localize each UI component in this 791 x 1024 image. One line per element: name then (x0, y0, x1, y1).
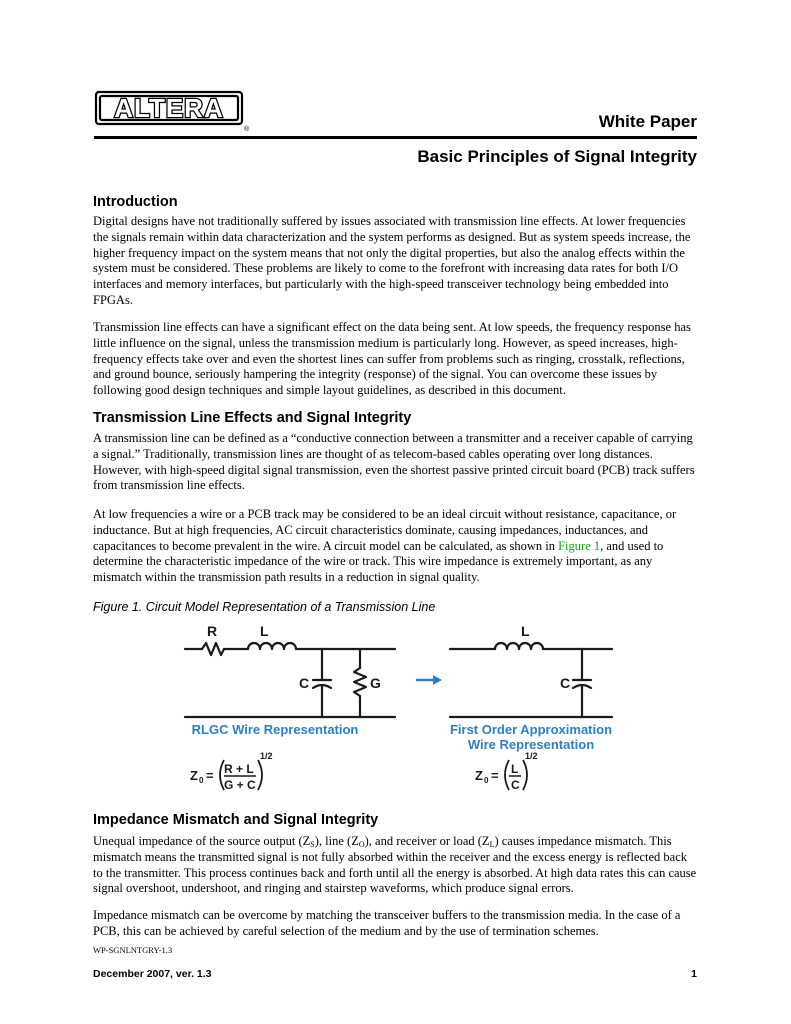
label-g: G (370, 675, 381, 691)
eq2-equals: = (491, 768, 499, 783)
page-title: Basic Principles of Signal Integrity (417, 147, 697, 166)
figure-caption: Figure 1. Circuit Model Representation of a Transmission Line (93, 600, 436, 614)
heading-transmission-line: Transmission Line Effects and Signal Integrity (93, 410, 412, 426)
eq2-exponent: 1/2 (525, 751, 538, 761)
left-model-title: RLGC Wire Representation (191, 722, 359, 737)
tl-p2-text-a: At low frequencies a wire or a PCB track may be considered to be an ideal circuit without resistance, capacitance, or inductance. But at high frequencies, AC circuit characteristics dominate, causing impedances, inductances, and capacitances to become prevalent in the wire. A circuit model can be calculated, as shown in (93, 507, 677, 553)
heading-impedance-mismatch: Impedance Mismatch and Signal Integrity (93, 812, 379, 828)
imp-sub-l: L (489, 840, 495, 849)
impedance-paragraph-2: Impedance mismatch can be overcome by matching the transceiver buffers to the transmission media. In the case of a PCB, this can be achieved by careful selection of the medium and by the use of termination schemes. (93, 908, 681, 938)
eq1-equals: = (206, 768, 214, 783)
eq2-denominator: C (511, 778, 520, 792)
intro-paragraph-2: Transmission line effects can have a significant effect on the data being sent. At low speeds, the frequency response has little influence on the signal, unless the transmission medium is particularly long. However, as speed increases, high-frequency effects take over and even the shortest lines can suffer from problems such as ringing, crosstalk, reflections, and ground bounce, seriously hampering the integrity (response) of the signal. You can overcome these issues by following good design techniques and simple layout guidelines, as described in this document. (93, 320, 691, 398)
header-rule (94, 136, 697, 139)
eq2-z-sub: 0 (484, 776, 489, 785)
logo-wordmark: ALTERA (114, 93, 224, 123)
inductor-symbol-1 (248, 643, 296, 649)
resistor-symbol (202, 643, 224, 655)
figure-1-link[interactable]: Figure 1 (558, 538, 601, 553)
eq1-numerator: R + L (224, 762, 254, 776)
imp-p1-d: ) causes impedance mismatch. This mismatch means the transmitted signal is not fully absorbed within the receiver and the excess energy is reflected back to the transmitter. This process continues back and forth until all the energy is absorbed. At high data rates this can cause signal overshoot, undershoot, and ringing and stairstep waveforms, which produce signal errors. (93, 834, 697, 896)
tl-p2-text-b: , and used to determine the characteristic impedance of the wire or track. This wire impedance is extremely important, as any mismatch within the transmission path results in a reduction in signal quality. (93, 538, 664, 585)
tl-paragraph-1: A transmission line can be defined as a “conductive connection between a transmitter and a receiver capable of carrying a signal.” Traditionally, transmission lines are thought of as telecom-based cables operating over long distances. However, with high-speed digital signal transmission, even the shortest passive printed circuit board (PCB) track suffers from transmission line effects. (93, 431, 695, 493)
altera-logo (94, 86, 254, 136)
inductor-symbol-2 (495, 643, 543, 649)
eq1-denominator: G + C (224, 778, 256, 792)
right-model-title-line1: First Order Approximation (449, 722, 613, 737)
eq1-exponent: 1/2 (260, 751, 273, 761)
equation-rlgc (190, 751, 273, 792)
document-id: WP-SGNLNTGRY-1.3 (93, 945, 173, 955)
eq2-z: Z (475, 768, 483, 783)
label-l-right: L (521, 623, 530, 639)
eq1-z: Z (190, 768, 198, 783)
arrow-icon (416, 675, 442, 685)
circuit-model-figure (180, 622, 620, 797)
imp-sub-s: S (310, 840, 315, 849)
footer-date-version: December 2007, ver. 1.3 (93, 968, 212, 980)
heading-introduction: Introduction (93, 194, 178, 210)
eq1-z-sub: 0 (199, 776, 204, 785)
page-number: 1 (691, 968, 697, 980)
impedance-paragraph-1 (93, 834, 697, 897)
g-zigzag (354, 668, 366, 696)
label-c-right: C (560, 675, 571, 691)
right-model-title-line2: Wire Representation (467, 737, 595, 752)
intro-paragraph-1: Digital designs have not traditionally suffered by issues associated with transmission line effects. At lower frequencies the signals remain within data characterization and the system performs as designed. But as system speeds increase, the higher frequency impact on the system means that not only the digital properties, but also the analog effects within the system must be considered. These problems are likely to come to the forefront with increasing data rates for both I/O interfaces and memory interfaces, but particularly with the high-speed transceiver technology being embedded into FPGAs. (93, 214, 691, 307)
equation-first-order (475, 751, 538, 792)
tl-paragraph-2 (93, 507, 697, 586)
imp-p1-a: Unequal impedance of the source output (Z (93, 834, 311, 848)
document-type: White Paper (598, 112, 697, 131)
imp-p1-c: ), and receiver or load (Z (364, 834, 490, 848)
label-l-left: L (260, 623, 269, 639)
imp-sub-o: O (358, 840, 365, 849)
label-r: R (207, 623, 218, 639)
registered-mark: ® (244, 126, 250, 133)
label-c-left: C (299, 675, 310, 691)
eq2-numerator: L (511, 762, 519, 776)
imp-p1-b: ), line (Z (314, 834, 359, 848)
